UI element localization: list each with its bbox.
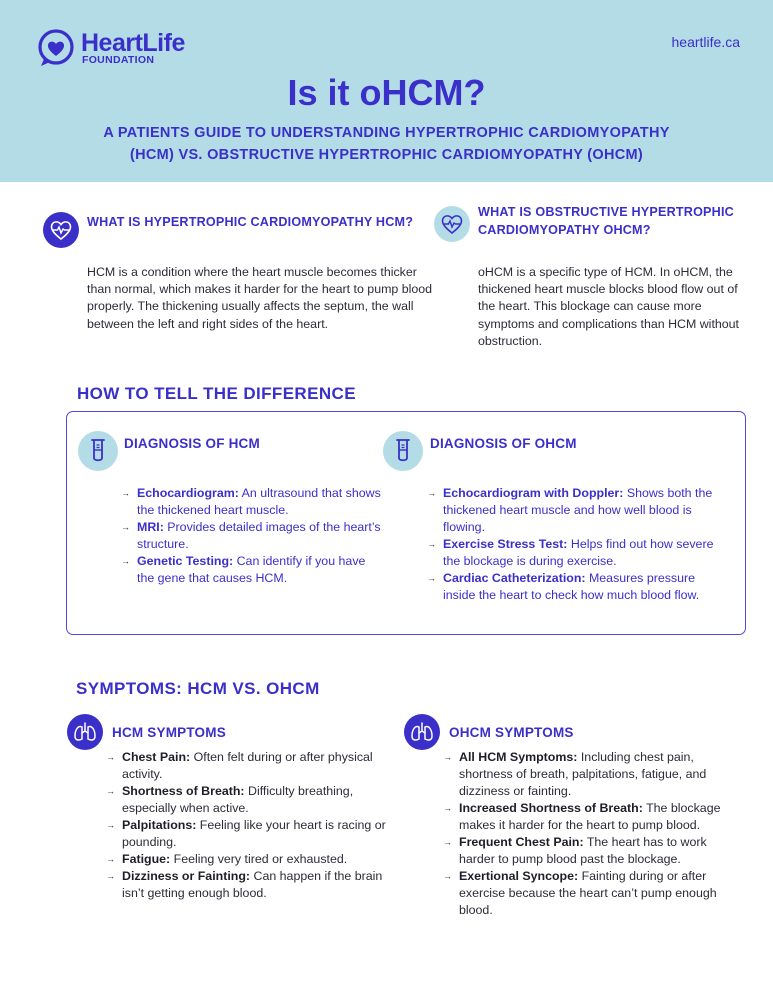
page-title: Is it oHCM? [287, 72, 486, 113]
test-tube-icon [88, 438, 108, 464]
list-item: → Cardiac Catheterization: Measures pressure inside the heart to check how much blood flow. [427, 570, 722, 604]
hcm-definition-icon-badge [43, 212, 79, 248]
hcm-diagnosis-title: DIAGNOSIS OF HCM [124, 436, 260, 451]
heart-chat-logo-icon [36, 28, 76, 68]
difference-heading: HOW TO TELL THE DIFFERENCE [77, 384, 356, 403]
subtitle-line-1: A PATIENTS GUIDE TO UNDERSTANDING HYPERTROPHIC CARDIOMYOPATHY [103, 125, 670, 141]
lungs-icon [73, 721, 97, 743]
list-item: → Palpitations: Feeling like your heart is racing or pounding. [106, 817, 396, 851]
page-subtitle [50, 122, 723, 166]
hcm-diagnosis-icon-badge [78, 431, 118, 471]
list-item: → Echocardiogram: An ultrasound that shows the thickened heart muscle. [121, 485, 381, 519]
list-item: → Increased Shortness of Breath: The blockage makes it harder for the heart to pump blood. [443, 800, 733, 834]
list-item: → Echocardiogram with Doppler: Shows both the thickened heart muscle and how well blood is flowing. [427, 485, 722, 536]
list-item: → Genetic Testing: Can identify if you have the gene that causes HCM. [121, 553, 381, 587]
subtitle-line-2: (HCM) VS. OBSTRUCTIVE HYPERTROPHIC CARDIOMYOPATHY (OHCM) [129, 147, 644, 163]
list-item: → Frequent Chest Pain: The heart has to work harder to pump blood past the blockage. [443, 834, 733, 868]
ohcm-definition-icon-badge [434, 206, 470, 242]
logo-subtitle: FOUNDATION [82, 54, 155, 66]
ohcm-diagnosis-title: DIAGNOSIS OF OHCM [430, 436, 577, 451]
hcm-definition-text: HCM is a condition where the heart muscle becomes thicker than normal, which makes it harder for the heart to pump blood properly. The thickening usually affects the septum, the wall between the left and right sides of the heart. [87, 265, 433, 331]
heart-pulse-icon [440, 213, 464, 235]
hcm-symptoms-title: HCM SYMPTOMS [112, 725, 226, 740]
list-item: → Exercise Stress Test: Helps find out how severe the blockage is during exercise. [427, 536, 722, 570]
heart-pulse-icon [49, 219, 73, 241]
list-item: → Exertional Syncope: Fainting during or after exercise because the heart can’t pump enough blood. [443, 868, 733, 919]
website-link[interactable]: heartlife.ca [671, 34, 740, 50]
hcm-symptoms-icon-badge [67, 714, 103, 750]
ohcm-definition-title: WHAT IS OBSTRUCTIVE HYPERTROPHIC CARDIOMYOPATHY OHCM? [478, 205, 734, 237]
list-item: → All HCM Symptoms: Including chest pain, shortness of breath, palpitations, fatigue, and dizziness or fainting. [443, 749, 733, 800]
ohcm-definition-text: oHCM is a specific type of HCM. In oHCM, the thickened heart muscle blocks blood flow out of the heart. This blockage can cause more symptoms and complications than HCM without obstruction. [478, 265, 739, 348]
ohcm-diagnosis-icon-badge [383, 431, 423, 471]
lungs-icon [410, 721, 434, 743]
list-item: → Dizziness or Fainting: Can happen if the brain isn’t getting enough blood. [106, 868, 396, 902]
list-item: → Shortness of Breath: Difficulty breathing, especially when active. [106, 783, 396, 817]
ohcm-symptoms-title: OHCM SYMPTOMS [449, 725, 574, 740]
ohcm-symptoms-list [443, 749, 733, 919]
list-item: → MRI: Provides detailed images of the heart’s structure. [121, 519, 381, 553]
ohcm-symptoms-icon-badge [404, 714, 440, 750]
symptoms-heading: SYMPTOMS: HCM VS. OHCM [76, 679, 320, 698]
hcm-symptoms-list [106, 749, 396, 902]
hcm-definition-title: WHAT IS HYPERTROPHIC CARDIOMYOPATHY HCM? [87, 215, 414, 229]
list-item: → Chest Pain: Often felt during or after physical activity. [106, 749, 396, 783]
header-banner [0, 0, 773, 182]
test-tube-icon [393, 438, 413, 464]
logo-name: HeartLife [81, 29, 185, 57]
heartlife-logo[interactable] [36, 28, 196, 70]
hcm-diagnosis-list [121, 485, 381, 587]
ohcm-diagnosis-list [427, 485, 722, 604]
list-item: → Fatigue: Feeling very tired or exhausted. [106, 851, 396, 868]
